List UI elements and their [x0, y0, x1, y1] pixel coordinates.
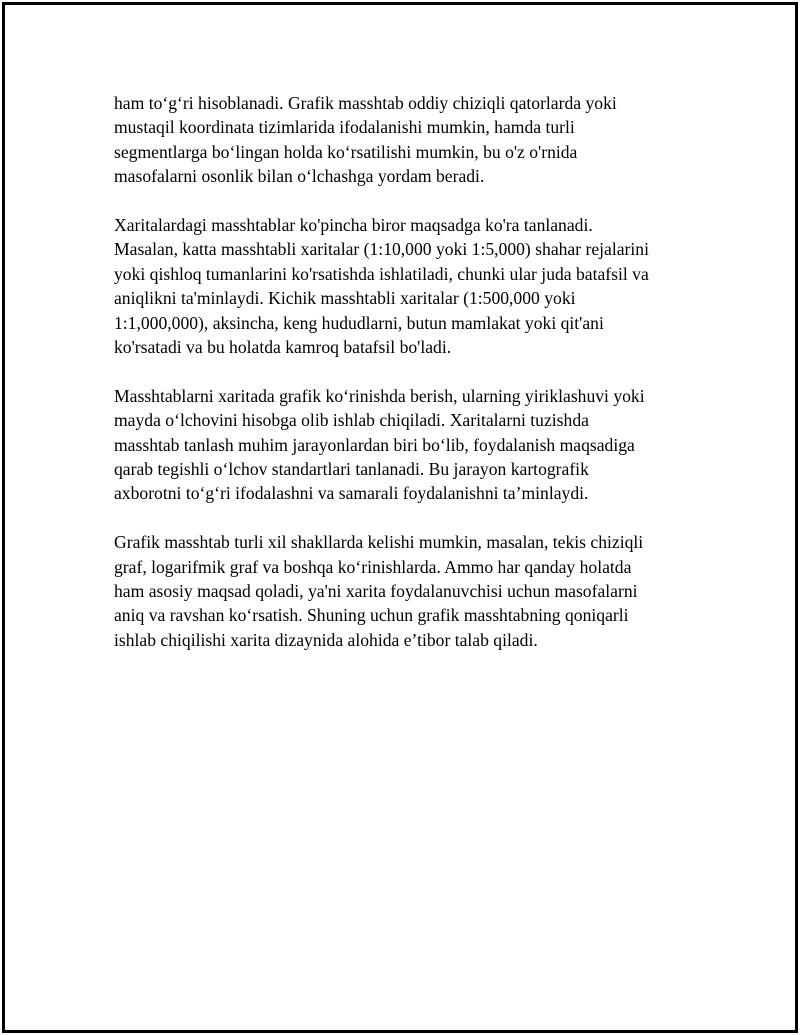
- paragraph-1: [114, 91, 694, 189]
- text-line: Masshtablarni xaritada grafik ko‘rinishda berish, ularning yiriklashuvi yoki: [114, 385, 645, 406]
- text-line: aniqlikni ta'minlaydi. Kichik masshtabli xaritalar (1:500,000 yoki: [114, 288, 576, 309]
- text-line: ishlab chiqilishi xarita dizaynida alohida e’tibor talab qiladi.: [114, 629, 538, 650]
- text-line: Xaritalardagi masshtablar ko'pincha biror maqsadga ko'ra tanlanadi.: [114, 215, 593, 236]
- text-line: mayda o‘lchovini hisobga olib ishlab chiqiladi. Xaritalarni tuzishda: [114, 410, 589, 431]
- text-line: masofalarni osonlik bilan o‘lchashga yordam beradi.: [114, 166, 485, 187]
- text-line: ko'rsatadi va bu holatda kamroq batafsil bo'ladi.: [114, 337, 452, 358]
- paragraph-2: [114, 213, 694, 359]
- text-line: yoki qishloq tumanlarini ko'rsatishda ishlatiladi, chunki ular juda batafsil va: [114, 263, 649, 284]
- paragraph-4: [114, 530, 694, 652]
- text-line: aniq va ravshan ko‘rsatish. Shuning uchun grafik masshtabning qoniqarli: [114, 605, 629, 626]
- text-line: graf, logarifmik graf va boshqa ko‘rinishlarda. Ammo har qanday holatda: [114, 556, 632, 577]
- text-line: ham to‘g‘ri hisoblanadi. Grafik masshtab oddiy chiziqli qatorlarda yoki: [114, 93, 617, 113]
- text-line: Grafik masshtab turli xil shakllarda kelishi mumkin, masalan, tekis chiziqli: [114, 532, 644, 553]
- text-line: segmentlarga bo‘lingan holda ko‘rsatilishi mumkin, bu o'z o'rnida: [114, 141, 578, 162]
- text-line: Masalan, katta masshtabli xaritalar (1:10,000 yoki 1:5,000) shahar rejalarini: [114, 239, 649, 260]
- document-body: [114, 91, 694, 677]
- paragraph-3: [114, 384, 694, 506]
- text-line: mustaqil koordinata tizimlarida ifodalanishi mumkin, hamda turli: [114, 117, 575, 138]
- text-line: ham asosiy maqsad qoladi, ya'ni xarita foydalanuvchisi uchun masofalarni: [114, 581, 638, 602]
- text-line: qarab tegishli o‘lchov standartlari tanlanadi. Bu jarayon kartografik: [114, 459, 589, 480]
- text-line: masshtab tanlash muhim jarayonlardan biri bo‘lib, foydalanish maqsadiga: [114, 434, 635, 455]
- text-line: axborotni to‘g‘ri ifodalashni va samarali foydalanishni ta’minlaydi.: [114, 483, 589, 504]
- text-line: 1:1,000,000), aksincha, keng hududlarni, butun mamlakat yoki qit'ani: [114, 312, 604, 333]
